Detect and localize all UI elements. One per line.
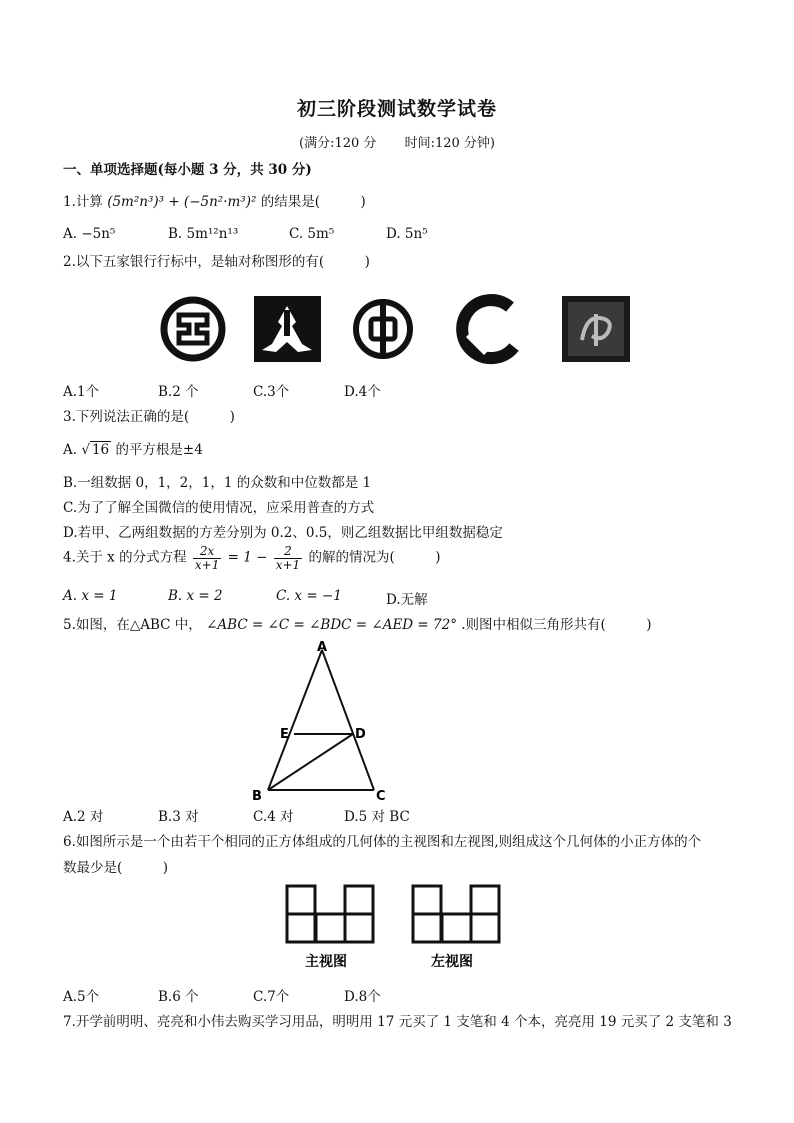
point-d-label: D [355,727,366,742]
q4-middle: = 1 − [227,549,268,566]
question-6-line-1: 6.如图所示是一个由若干个相同的正方体组成的几何体的主视图和左视图,则组成这个几何体的小正方体的个 [63,834,702,850]
left-view-label: 左视图 [431,954,473,970]
q4-fraction-1 [193,545,221,571]
vertex-c-label: C [376,789,386,803]
left-view-grid [413,886,499,942]
q4-option-b: B. x = 2 [168,588,223,604]
question-7-line-1: 7.开学前明明、亮亮和小伟去购买学习用品，明明用 17 元买了 1 支笔和 4 个本，亮亮用 19 元买了 2 支笔和 3 [63,1014,732,1030]
q3-option-d: D.若甲、乙两组数据的方差分别为 0.2、0.5，则乙组数据比甲组数据稳定 [63,525,503,541]
q5-option-c: C.4 对 [253,809,294,825]
views-figure [283,882,508,972]
icbc-logo-icon [164,300,222,358]
q4-f1-denominator: x+1 [194,557,220,572]
q4-fraction-2 [274,545,302,571]
sqrt-icon: √ [81,442,90,458]
q5-prefix: 5.如图，在△ABC 中， [63,617,202,633]
q2-option-b: B.2 个 [158,384,199,400]
q5-expression: ∠ABC = ∠C = ∠BDC = ∠AED = 72° [206,617,457,633]
boc-logo-icon [356,299,410,359]
q2-option-c: C.3个 [253,384,290,400]
q4-prefix: 4.关于 x 的分式方程 [63,549,187,566]
q3-a-suffix: 的平方根是±4 [115,442,203,458]
q1-suffix: 的结果是( ) [260,194,366,210]
q6-option-c: C.7个 [253,989,290,1005]
q6-option-a: A.5个 [63,989,100,1005]
abc-square-logo-icon [562,296,630,362]
question-5 [63,613,652,633]
q5-suffix: .则图中相似三角形共有( ) [461,617,652,633]
bank-logos [158,292,638,366]
exam-info [0,132,794,151]
ccb-square-logo-icon [254,296,321,362]
q1-expression: (5m²n³)³ + (−5n²·m³)² [107,194,257,210]
q6-option-b: B.6 个 [158,989,199,1005]
point-e-label: E [280,727,289,742]
q3-a-radicand: 16 [91,442,110,458]
time-info: 时间:120 分钟) [404,136,495,151]
q6-option-d: D.8个 [344,989,381,1005]
q1-option-d: D. 5n⁵ [386,226,428,242]
q3-option-a [63,438,203,458]
q1-option-a: A. −5n⁵ [63,226,116,242]
q4-f1-numerator: 2x [193,545,221,559]
q1-prefix: 1.计算 [63,194,103,210]
vertex-a-label: A [317,640,328,655]
q1-option-b: B. 5m¹²n¹³ [168,226,239,242]
q4-f2-denominator: x+1 [275,557,301,572]
q3-option-c: C.为了了解全国微信的使用情况，应采用普查的方式 [63,500,375,516]
q2-option-d: D.4个 [344,384,381,400]
q4-suffix: 的解的情况为( ) [308,549,441,566]
side-ab [268,650,322,790]
question-3: 3.下列说法正确的是( ) [63,409,235,425]
q4-option-c: C. x = −1 [276,588,342,604]
q3-option-b: B.一组数据 0，1，2，1，1 的众数和中位数都是 1 [63,475,372,491]
ccb-logo-icon [462,300,514,358]
q4-f2-numerator: 2 [274,545,302,559]
vertex-b-label: B [252,789,262,803]
segment-bd [268,734,353,790]
question-1 [63,190,366,210]
q1-option-c: C. 5m⁵ [289,226,335,242]
triangle-figure [250,638,400,803]
front-view-label: 主视图 [305,954,347,970]
question-4 [63,545,441,571]
section-heading: 一、单项选择题(每小题 3 分，共 30 分) [63,162,312,178]
q5-option-a: A.2 对 [63,809,104,825]
q5-option-b: B.3 对 [158,809,199,825]
front-view-grid [287,886,373,942]
question-6-line-2: 数最少是( ) [63,860,169,876]
q4-option-d: D.无解 [386,592,428,608]
q3-a-prefix: A. [63,442,78,458]
q4-option-a: A. x = 1 [63,588,118,604]
score-info: (满分:120 分 [299,136,377,151]
page-title: 初三阶段测试数学试卷 [296,98,497,120]
q5-option-d: D.5 对 BC [344,809,410,825]
q2-option-a: A.1个 [63,384,100,400]
side-ac [322,650,374,790]
question-2: 2.以下五家银行行标中，是轴对称图形的有( ) [63,254,370,270]
